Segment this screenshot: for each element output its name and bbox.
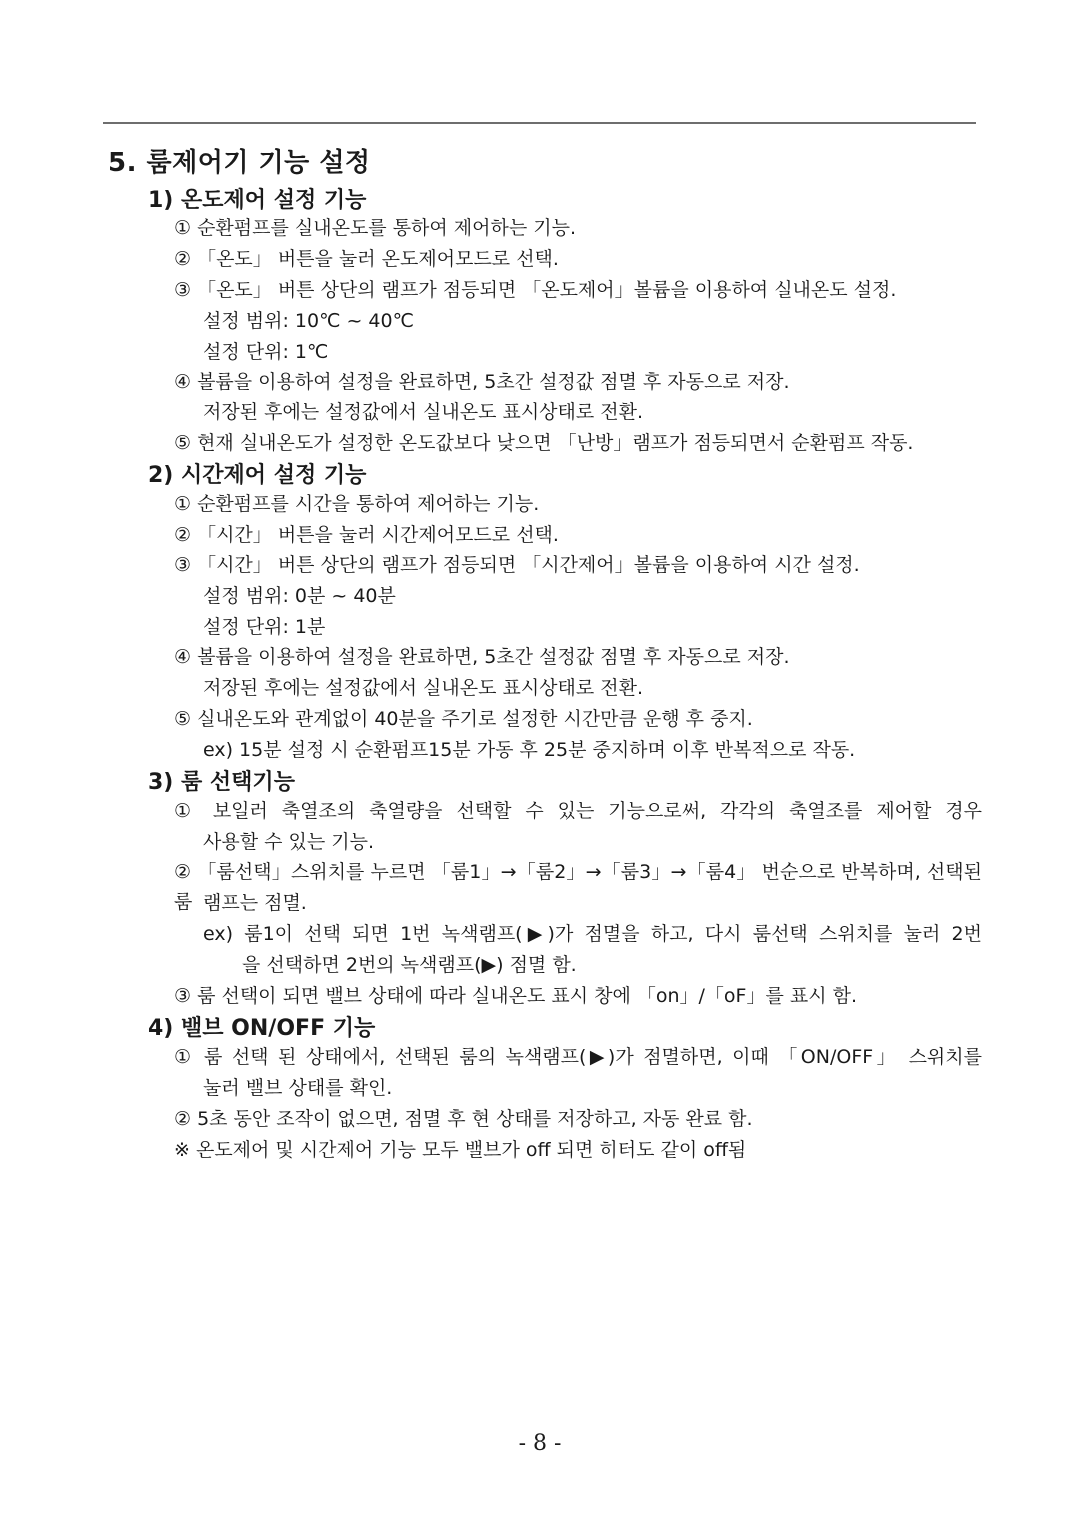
list-item-detail: 을 선택하면 2번의 녹색램프(▶) 점멸 함.: [242, 954, 577, 976]
list-item: ③ 「시간」 버튼 상단의 램프가 점등되면 「시간제어」볼륨을 이용하여 시간 설정.: [174, 554, 860, 576]
list-item: ② 「시간」 버튼을 눌러 시간제어모드로 선택.: [174, 524, 559, 546]
list-item: ⑤ 실내온도와 관계없이 40분을 주기로 설정한 시간만큼 운행 후 중지.: [174, 708, 753, 730]
list-item-detail: 설정 단위: 1분: [203, 616, 326, 638]
list-item: ③ 「온도」 버튼 상단의 램프가 점등되면 「온도제어」볼륨을 이용하여 실내온도 설정.: [174, 279, 897, 301]
list-item-detail: 설정 범위: 10℃ ~ 40℃: [203, 310, 414, 332]
list-item-detail: 설정 단위: 1℃: [203, 341, 329, 363]
list-item: ⑤ 현재 실내온도가 설정한 온도값보다 낮으면 「난방」램프가 점등되면서 순환펌프 작동.: [174, 432, 914, 454]
list-item-detail: 눌러 밸브 상태를 확인.: [203, 1077, 393, 1099]
note: ※ 온도제어 및 시간제어 기능 모두 밸브가 off 되면 히터도 같이 off됨: [174, 1139, 747, 1161]
list-item-detail: 사용할 수 있는 기능.: [203, 831, 374, 853]
list-item: ② 5초 동안 조작이 없으면, 점멸 후 현 상태를 저장하고, 자동 완료 함.: [174, 1108, 753, 1130]
list-item: ① 순환펌프를 실내온도를 통하여 제어하는 기능.: [174, 217, 576, 239]
list-item-detail: 저장된 후에는 설정값에서 실내온도 표시상태로 전환.: [203, 677, 644, 699]
list-item: ② 「온도」 버튼을 눌러 온도제어모드로 선택.: [174, 248, 559, 270]
section-title-valve: 4) 밸브 ON/OFF 기능: [148, 1016, 376, 1041]
list-item: ① 보일러 축열조의 축열량을 선택할 수 있는 기능으로써, 각각의 축열조를 제어할 경우: [174, 800, 982, 822]
section-title-time: 2) 시간제어 설정 기능: [148, 463, 367, 488]
list-item: ① 순환펌프를 시간을 통하여 제어하는 기능.: [174, 493, 540, 515]
list-item-detail: 설정 범위: 0분 ~ 40분: [203, 585, 396, 607]
list-item-example: ex) 룸1이 선택 되면 1번 녹색램프(▶)가 점멸을 하고, 다시 룸선택 스위치를 눌러 2번: [203, 923, 982, 945]
top-divider: [103, 122, 976, 124]
list-item: ③ 룸 선택이 되면 밸브 상태에 따라 실내온도 표시 창에 「on」/「oF」를 표시 함.: [174, 985, 858, 1007]
section-title-temperature: 1) 온도제어 설정 기능: [148, 188, 367, 213]
list-item: ② 「룸선택」스위치를 누르면 「룸1」→「룸2」→「룸3」→「룸4」 번순으로 반복하며, 선택된 룸: [174, 861, 982, 913]
list-item-detail: 저장된 후에는 설정값에서 실내온도 표시상태로 전환.: [203, 401, 644, 423]
list-item: ① 룸 선택 된 상태에서, 선택된 룸의 녹색램프(▶)가 점멸하면, 이때 「ON/OFF」 스위치를: [174, 1046, 982, 1068]
page-heading: 5. 룸제어기 기능 설정: [108, 148, 371, 178]
list-item-detail: ex) 15분 설정 시 순환펌프15분 가동 후 25분 중지하며 이후 반복적으로 작동.: [203, 739, 856, 761]
page-number: - 8 -: [518, 1431, 562, 1456]
section-title-room-select: 3) 룸 선택기능: [148, 770, 295, 795]
list-item: ④ 볼륨을 이용하여 설정을 완료하면, 5초간 설정값 점멸 후 자동으로 저장.: [174, 646, 790, 668]
list-item: ④ 볼륨을 이용하여 설정을 완료하면, 5초간 설정값 점멸 후 자동으로 저장.: [174, 371, 790, 393]
list-item-detail: 램프는 점멸.: [203, 892, 307, 914]
